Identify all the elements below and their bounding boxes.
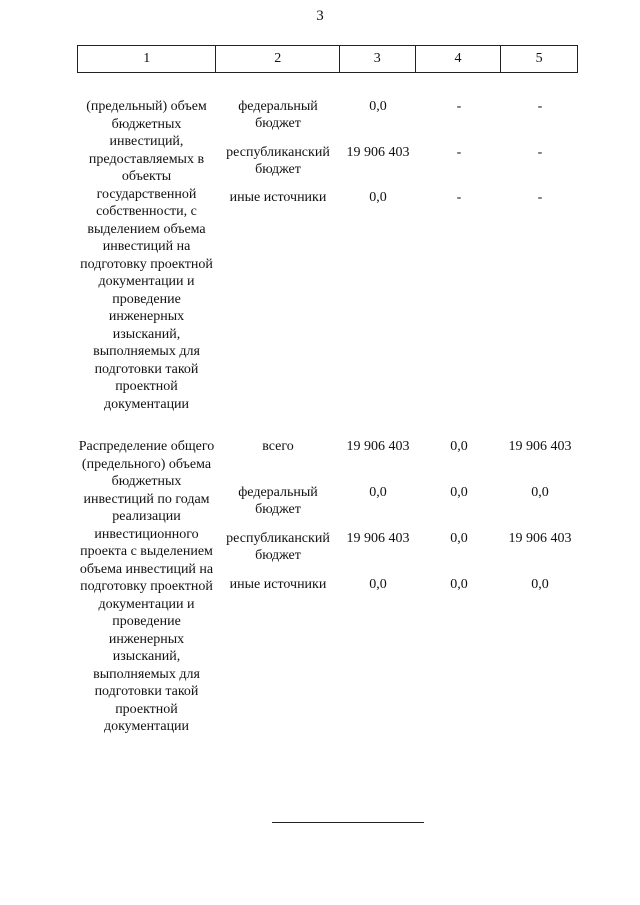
section-description: Распределение общего (предельного) объема бюджетных инвестиций по годам реализации инвестиционного проекта с выделением объема инвестиций на подготовку проектной документации и проведение инженерных изысканий, выполняемых для подготовки такой проектной документации xyxy=(78,439,215,734)
value-col-3: 0,0 xyxy=(369,485,387,500)
value-col-4: - xyxy=(456,190,462,205)
value-col-4: 0,0 xyxy=(450,485,468,500)
section-description: (предельный) объем бюджетных инвестиций, предоставляемых в объекты государственной собственности, с выделением объема инвестиций на подготовку проектной документации и проведение инженерных изысканий, выполняемых для подготовки такой проектной документации xyxy=(80,99,213,412)
funding-source: иные источники xyxy=(229,190,327,205)
value-col-3: 0,0 xyxy=(369,577,387,592)
end-separator-line xyxy=(272,822,424,823)
value-col-4: 0,0 xyxy=(450,577,468,592)
value-col-5: 0,0 xyxy=(531,577,549,592)
value-col-3: 0,0 xyxy=(369,190,387,205)
header-col-4: 4 xyxy=(416,46,502,72)
value-col-5: 19 906 403 xyxy=(508,439,572,454)
value-col-5: 0,0 xyxy=(531,485,549,500)
table-row xyxy=(216,438,578,455)
header-col-1: 1 xyxy=(78,46,216,72)
table-header xyxy=(77,45,578,73)
table-row xyxy=(216,576,578,593)
table-row xyxy=(216,98,578,132)
value-col-5: - xyxy=(537,99,543,114)
value-col-5: - xyxy=(537,190,543,205)
funding-source: федеральный бюджет xyxy=(238,485,318,517)
table-row xyxy=(216,530,578,564)
funding-source: иные источники xyxy=(229,577,327,592)
value-col-3: 19 906 403 xyxy=(346,145,410,160)
table-row xyxy=(216,484,578,518)
page-number: 3 xyxy=(316,8,324,24)
table-row xyxy=(216,189,578,206)
value-col-4: 0,0 xyxy=(450,439,468,454)
header-col-5: 5 xyxy=(535,51,543,66)
value-col-5: - xyxy=(537,145,543,160)
funding-source: всего xyxy=(262,439,294,454)
value-col-4: - xyxy=(456,99,462,114)
header-col-2: 2 xyxy=(216,46,340,72)
header-col-3: 3 xyxy=(340,46,416,72)
value-col-3: 0,0 xyxy=(369,99,387,114)
value-col-4: 0,0 xyxy=(450,531,468,546)
value-col-3: 19 906 403 xyxy=(346,439,410,454)
funding-source: республиканский бюджет xyxy=(226,145,330,177)
value-col-5: 19 906 403 xyxy=(508,531,572,546)
value-col-3: 19 906 403 xyxy=(346,531,410,546)
funding-source: республиканский бюджет xyxy=(226,531,330,563)
value-col-4: - xyxy=(456,145,462,160)
funding-source: федеральный бюджет xyxy=(238,99,318,131)
table-row xyxy=(216,144,578,178)
